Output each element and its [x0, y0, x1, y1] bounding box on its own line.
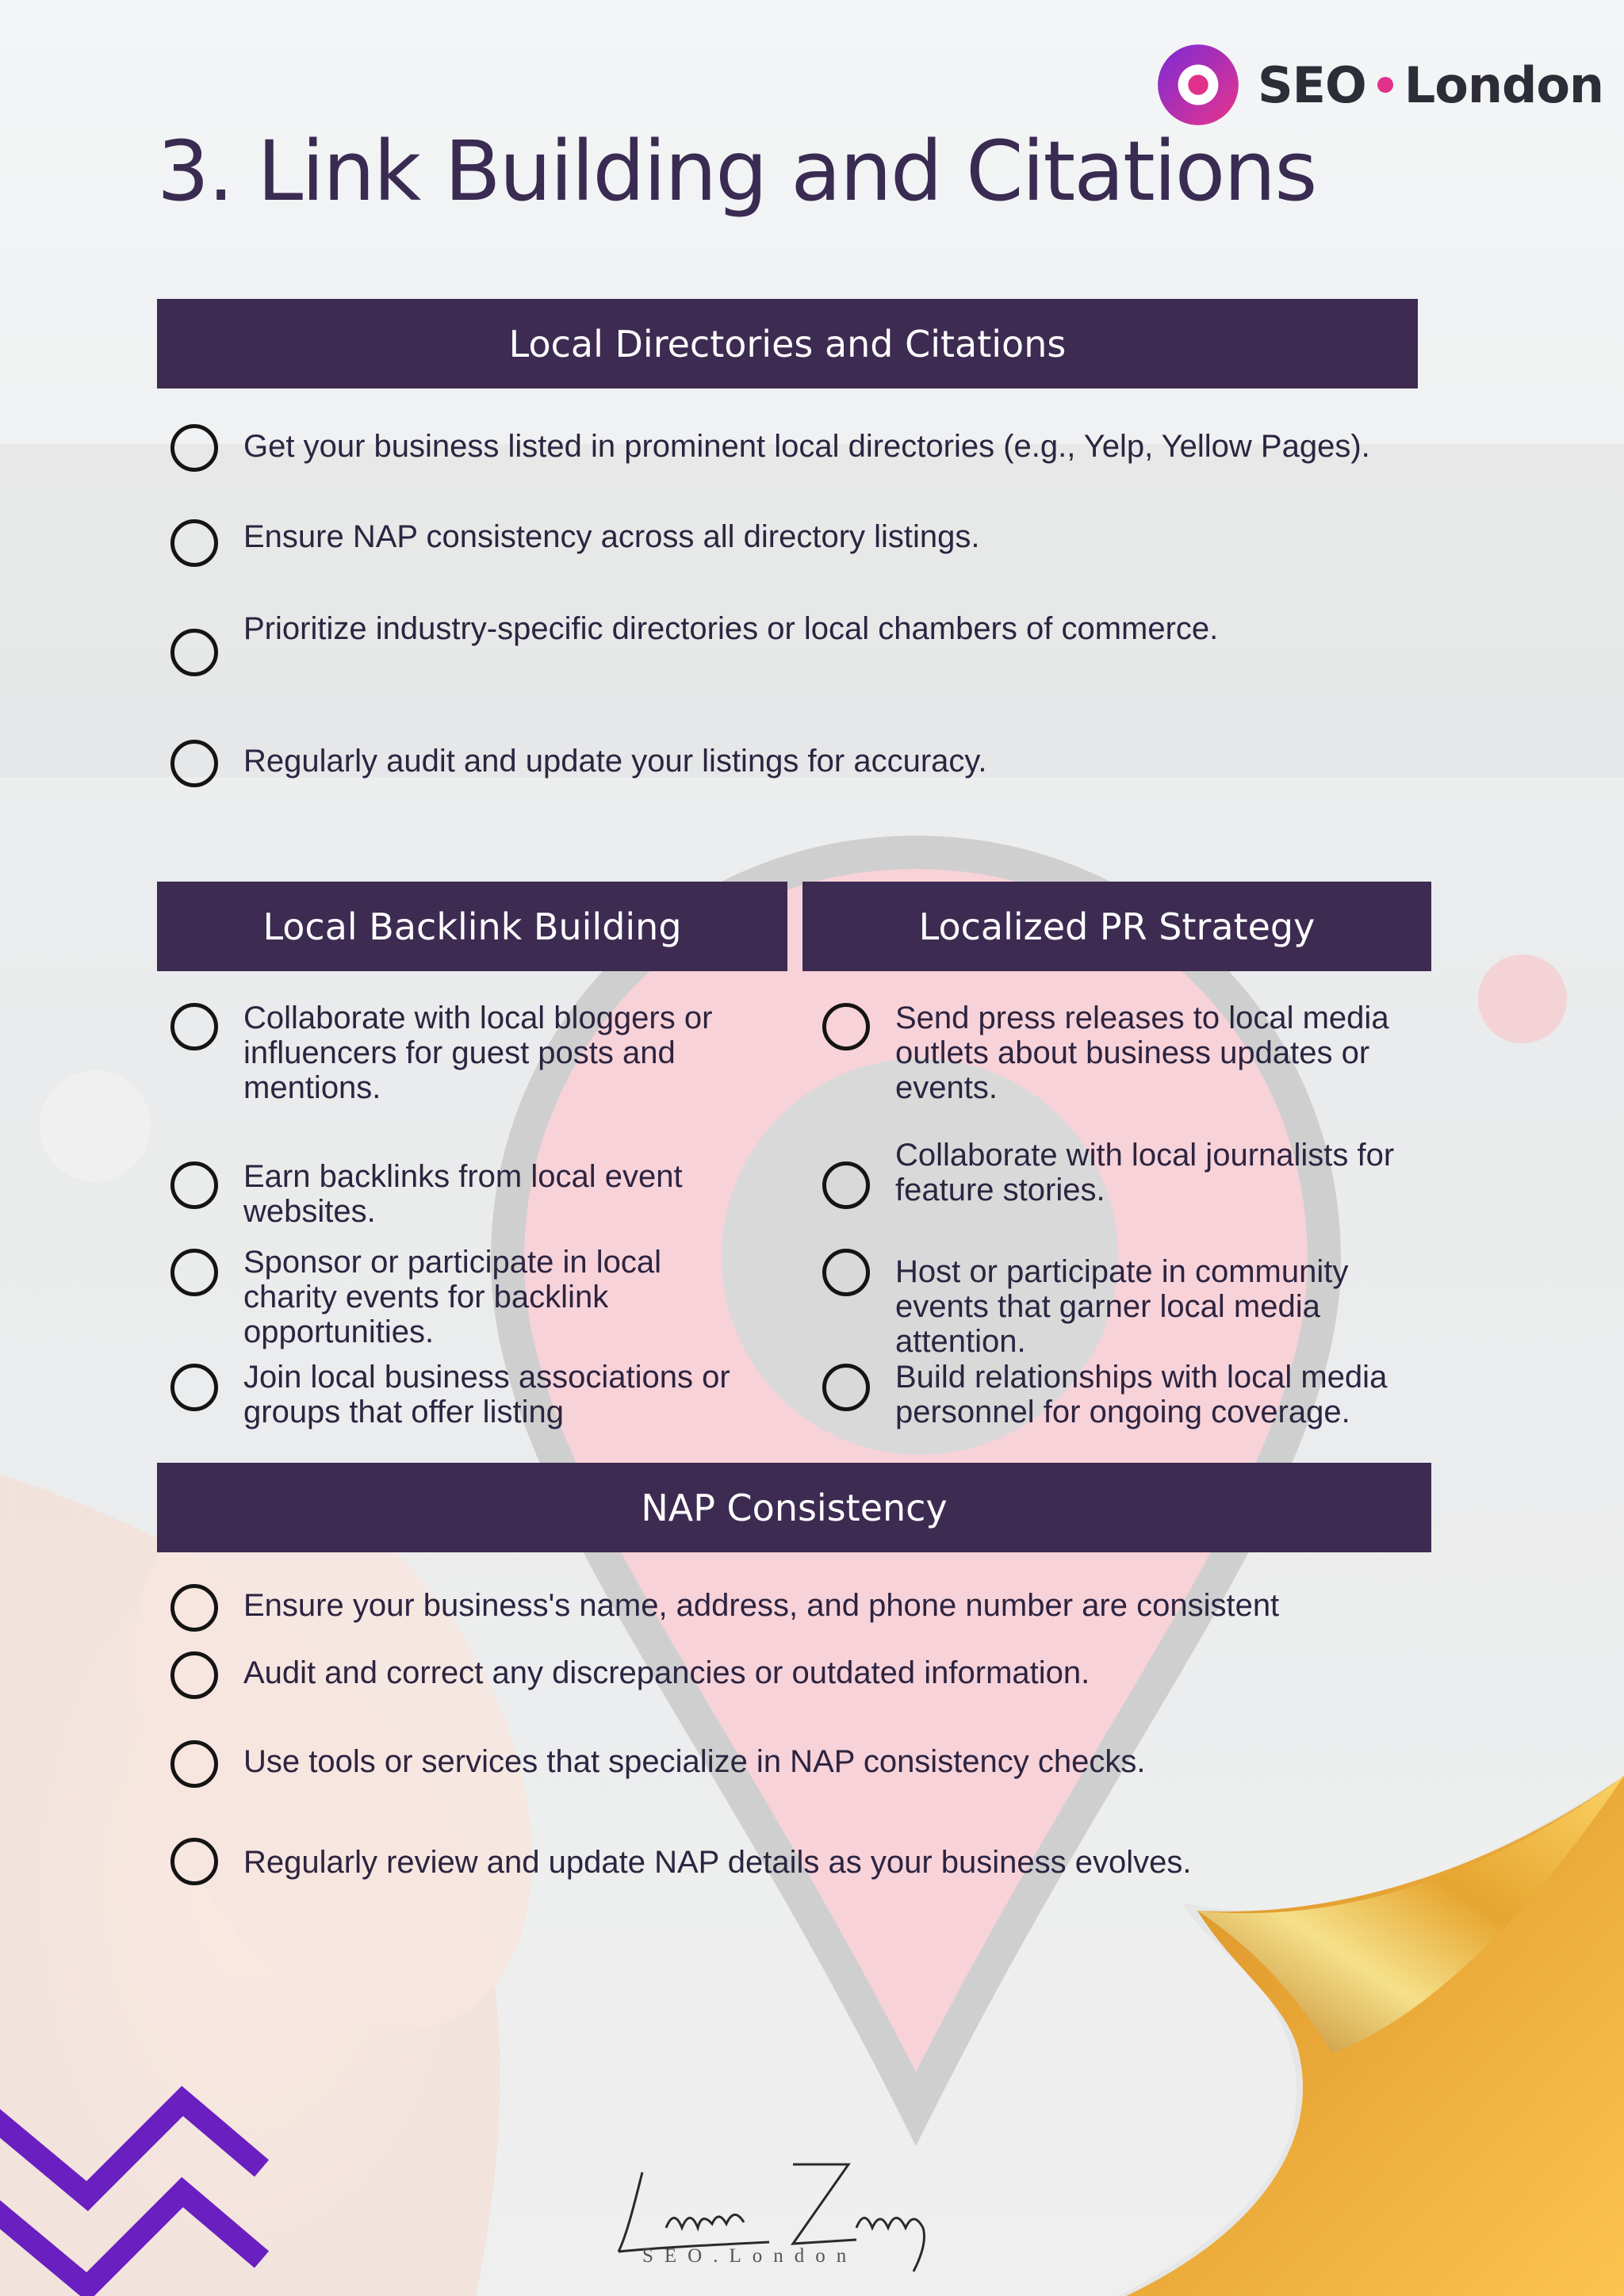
- logo-text-seo: SEO: [1258, 55, 1366, 114]
- checkbox-circle-icon[interactable]: [170, 1003, 218, 1050]
- text-line: mentions.: [243, 1070, 381, 1105]
- section-header-backlinks: Local Backlink Building: [157, 882, 787, 971]
- checkbox-circle-icon[interactable]: [170, 629, 218, 676]
- checklist-item-text: Ensure NAP consistency across all directory listings.: [243, 519, 980, 554]
- signature-subtitle: SEO.London: [642, 2245, 858, 2267]
- logo-wordmark: [1258, 56, 1603, 114]
- checklist-item-text: [243, 1360, 830, 1429]
- text-line: charity events for backlink: [243, 1280, 609, 1314]
- checklist-item-text: [243, 1245, 830, 1349]
- text-line: Collaborate with local bloggers or: [243, 1001, 713, 1035]
- seo-london-logo: [1156, 41, 1603, 128]
- checkbox-circle-icon[interactable]: [170, 519, 218, 567]
- text-line: Collaborate with local journalists for: [895, 1138, 1395, 1173]
- text-line: outlets about business updates or: [895, 1035, 1370, 1070]
- checklist-item-text: Get your business listed in prominent local directories (e.g., Yelp, Yellow Pages).: [243, 429, 1370, 464]
- purple-zigzag-decoration: [0, 2061, 270, 2296]
- text-line: events that garner local media: [895, 1289, 1320, 1324]
- checkbox-circle-icon[interactable]: [170, 1651, 218, 1699]
- checklist-item-text: Prioritize industry-specific directories or local chambers of commerce.: [243, 611, 1219, 646]
- text-line: feature stories.: [895, 1173, 1105, 1207]
- checklist-item-text: [895, 1254, 1498, 1359]
- text-line: events.: [895, 1070, 998, 1105]
- checkbox-circle-icon[interactable]: [170, 1161, 218, 1209]
- text-line: Earn backlinks from local event: [243, 1159, 683, 1194]
- text-line: Sponsor or participate in local: [243, 1245, 661, 1280]
- section-header-pr: Localized PR Strategy: [802, 882, 1431, 971]
- checklist-item-text: [243, 1159, 830, 1229]
- checklist-item-text: Regularly audit and update your listings for accuracy.: [243, 744, 987, 779]
- checkbox-circle-icon[interactable]: [822, 1249, 870, 1296]
- checkbox-circle-icon[interactable]: [822, 1161, 870, 1209]
- logo-dot: [1377, 77, 1393, 93]
- text-line: Build relationships with local media: [895, 1360, 1388, 1395]
- text-line: Send press releases to local media: [895, 1001, 1389, 1035]
- text-line: groups that offer listing: [243, 1395, 564, 1429]
- section-header-nap: NAP Consistency: [157, 1463, 1431, 1552]
- checklist-item-text: [895, 1001, 1498, 1105]
- checkbox-circle-icon[interactable]: [822, 1003, 870, 1050]
- checklist-item-text: Audit and correct any discrepancies or outdated information.: [243, 1655, 1090, 1690]
- section-header-directories: Local Directories and Citations: [157, 299, 1418, 388]
- text-line: influencers for guest posts and: [243, 1035, 676, 1070]
- checklist-item-text: [895, 1360, 1498, 1429]
- checkbox-circle-icon[interactable]: [170, 1584, 218, 1632]
- text-line: personnel for ongoing coverage.: [895, 1395, 1350, 1429]
- text-line: Host or participate in community: [895, 1254, 1349, 1289]
- checklist-item-text: Ensure your business's name, address, and phone number are consistent: [243, 1588, 1280, 1623]
- text-line: Join local business associations or: [243, 1360, 730, 1395]
- text-line: websites.: [243, 1194, 376, 1229]
- checkbox-circle-icon[interactable]: [170, 424, 218, 472]
- checkbox-circle-icon[interactable]: [170, 1740, 218, 1788]
- checkbox-circle-icon[interactable]: [170, 1838, 218, 1885]
- checklist-item-text: [895, 1138, 1498, 1207]
- checkbox-circle-icon[interactable]: [170, 1249, 218, 1296]
- logo-text-london: London: [1404, 55, 1604, 114]
- page-curl-decoration: [1094, 1776, 1624, 2296]
- logo-target-icon: [1156, 43, 1240, 127]
- page-title: 3. Link Building and Citations: [157, 123, 1316, 220]
- text-line: attention.: [895, 1324, 1026, 1359]
- checkbox-circle-icon[interactable]: [822, 1364, 870, 1411]
- checklist-item-text: [243, 1001, 830, 1105]
- checklist-item-text: Use tools or services that specialize in NAP consistency checks.: [243, 1744, 1146, 1779]
- checkbox-circle-icon[interactable]: [170, 740, 218, 787]
- checklist-item-text: Regularly review and update NAP details as your business evolves.: [243, 1845, 1192, 1880]
- checkbox-circle-icon[interactable]: [170, 1364, 218, 1411]
- text-line: opportunities.: [243, 1314, 435, 1349]
